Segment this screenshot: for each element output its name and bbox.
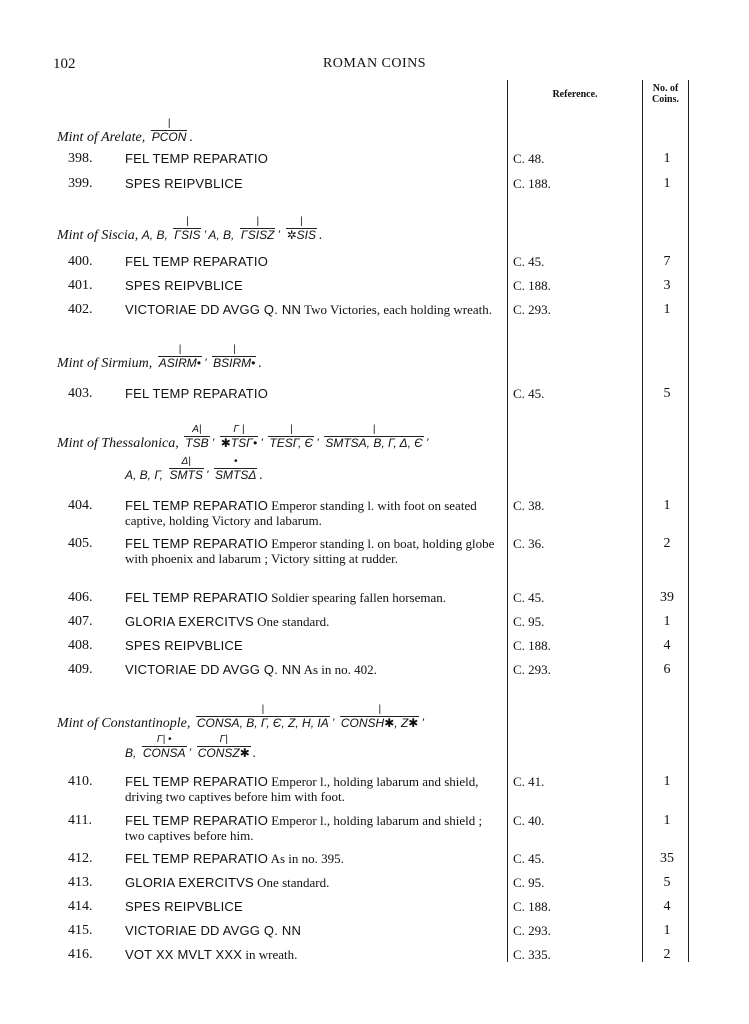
- entry-number: 406.: [68, 590, 93, 605]
- entry-description: VICTORIAE DD AVGG Q. NN As in no. 402.: [125, 662, 377, 677]
- entry-reference: C. 335.: [513, 947, 551, 962]
- entry-number: 413.: [68, 875, 93, 890]
- entry-number: 405.: [68, 536, 93, 551]
- running-title: ROMAN COINS: [322, 56, 427, 71]
- entry-reference: C. 188.: [513, 899, 551, 914]
- entry-reference: C. 41.: [513, 774, 545, 789]
- entry-number: 416.: [68, 947, 93, 962]
- entry-coin-count: 3: [663, 278, 671, 293]
- mint-mark: $\frac{\Delta|}{\text{SMTS}}$: [169, 456, 203, 482]
- entry-reference: C. 45.: [513, 386, 545, 401]
- entry-coin-count: 39: [660, 590, 674, 605]
- entry-description: FEL TEMP REPARATIO: [125, 151, 269, 166]
- mint-label: Mint of Siscia,: [57, 228, 139, 243]
- coins-column-header-line2: Coins.: [652, 94, 679, 105]
- mint-mark: $\frac{|}{\text{ΓSISZ}}$: [240, 216, 275, 242]
- entry-number: 408.: [68, 638, 93, 653]
- entry-coin-count: 6: [663, 662, 671, 677]
- entry-coin-count: 35: [660, 851, 674, 866]
- entry-reference: C. 48.: [513, 151, 545, 166]
- entry-coin-count: 1: [663, 176, 671, 191]
- entry-reference: C. 293.: [513, 662, 551, 677]
- entry-coin-count: 5: [663, 875, 671, 890]
- entry-description: VICTORIAE DD AVGG Q. NN Two Victories, each holding wreath.: [125, 302, 493, 317]
- mint-heading-thessalonica: Mint of Thessalonica, $\frac{A|}{\text{TSB}}$ ’ $\frac{\Gamma |}{\text{✱TSΓ•}}$ ’ $\frac{|}{\text{TESΓ, Є}}$ ’ $\frac{|}{\text{SMTSA, B, Γ, Δ, Є}}$ ’: [57, 424, 429, 451]
- entry-description: SPES REIPVBLICE: [125, 899, 243, 914]
- entry-coin-count: 4: [663, 638, 671, 653]
- entry-number: 401.: [68, 278, 93, 293]
- entry-coin-count: 1: [663, 774, 671, 789]
- mint-mark: $\frac{|}{\text{SMTSA, B, Γ, Δ, Є}}$: [325, 424, 423, 450]
- entry-number: 415.: [68, 923, 93, 938]
- mint-heading-arelate: Mint of Arelate, $\frac{|}{\text{PCON}}$ .: [57, 118, 193, 145]
- entry-coin-count: 1: [663, 923, 671, 938]
- entry-description: FEL TEMP REPARATIO Emperor standing l. on boat, holding globe with phoenix and labarum ; Victory sitting at rudder.: [125, 536, 495, 566]
- mint-label: Mint of Constantinople,: [57, 716, 191, 731]
- entry-reference: C. 45.: [513, 851, 545, 866]
- entry-reference: C. 188.: [513, 176, 551, 191]
- mint-mark: $\frac{\Gamma| •}{\text{CONSA}}$: [142, 734, 186, 760]
- entry-number: 410.: [68, 774, 93, 789]
- mint-label: Mint of Thessalonica,: [57, 436, 179, 451]
- mint-mark: $\frac{|}{\text{BSIRM•}}$: [213, 344, 256, 370]
- entry-reference: C. 293.: [513, 302, 551, 317]
- entry-reference: C. 40.: [513, 813, 545, 828]
- entry-reference: C. 293.: [513, 923, 551, 938]
- entry-description: VICTORIAE DD AVGG Q. NN: [125, 923, 302, 938]
- entry-reference: C. 188.: [513, 638, 551, 653]
- entry-coin-count: 2: [663, 947, 671, 962]
- entry-coin-count: 7: [663, 254, 671, 269]
- entry-number: 398.: [68, 151, 93, 166]
- mint-mark: $\frac{•}{\text{SMTSΔ}}$: [215, 456, 257, 482]
- entry-number: 404.: [68, 498, 93, 513]
- page-number: 102: [53, 56, 76, 72]
- mint-heading-constantinople-line2: B, $\frac{\Gamma| •}{\text{CONSA}}$ ’ $\frac{\Gamma|}{\text{CONSZ✱}}$ .: [125, 734, 257, 761]
- mint-heading-sirmium: Mint of Sirmium, $\frac{|}{\text{ASIRM•}}$ ’ $\frac{|}{\text{BSIRM•}}$ .: [57, 344, 262, 371]
- reference-column-header: Reference.: [552, 89, 598, 100]
- entry-reference: C. 95.: [513, 614, 545, 629]
- entry-coin-count: 1: [663, 813, 671, 828]
- entry-reference: C. 45.: [513, 590, 545, 605]
- mint-heading-constantinople: Mint of Constantinople, $\frac{|}{\text{CONSA, B, Γ, Є, Z, H, IA}}$ ’ $\frac{|}{\text{CONSH✱, Z✱}}$ ’: [57, 704, 425, 731]
- entry-reference: C. 38.: [513, 498, 545, 513]
- column-rule-coins-left: [642, 80, 643, 962]
- entry-coin-count: 1: [663, 614, 671, 629]
- mint-mark: $\frac{|}{\text{TESΓ, Є}}$: [269, 424, 314, 450]
- entry-number: 411.: [68, 813, 92, 828]
- entry-number: 399.: [68, 176, 93, 191]
- entry-coin-count: 1: [663, 498, 671, 513]
- mint-mark: $\frac{|}{\text{ASIRM•}}$: [158, 344, 201, 370]
- mint-mark: $\frac{A|}{\text{TSB}}$: [185, 424, 209, 450]
- entry-description: FEL TEMP REPARATIO Emperor l., holding labarum and shield, driving two captives before him with foot.: [125, 774, 479, 804]
- entry-number: 407.: [68, 614, 93, 629]
- mint-label: Mint of Arelate,: [57, 130, 146, 145]
- entry-description: FEL TEMP REPARATIO As in no. 395.: [125, 851, 344, 866]
- entry-description: FEL TEMP REPARATIO: [125, 386, 269, 401]
- entry-reference: C. 45.: [513, 254, 545, 269]
- mint-mark: $\frac{\Gamma|}{\text{CONSZ✱}}$: [197, 734, 250, 760]
- entry-coin-count: 4: [663, 899, 671, 914]
- entry-description: SPES REIPVBLICE: [125, 638, 243, 653]
- entry-description: SPES REIPVBLICE: [125, 278, 243, 293]
- entry-reference: C. 36.: [513, 536, 545, 551]
- mint-heading-siscia: Mint of Siscia, A, B, $\frac{|}{\text{ΓSIS}}$ ’ A, B, $\frac{|}{\text{ΓSISZ}}$ ’ $\frac{|}{\text{✲SIS}}$ .: [57, 216, 323, 243]
- entry-coin-count: 2: [663, 536, 671, 551]
- mint-mark: $\frac{\Gamma |}{\text{✱TSΓ•}}$: [220, 424, 258, 450]
- entry-description: FEL TEMP REPARATIO Emperor l., holding labarum and shield ; two captives before him.: [125, 813, 483, 843]
- mint-label: Mint of Sirmium,: [57, 356, 153, 371]
- mint-mark: $\frac{|}{\text{✲SIS}}$: [286, 216, 316, 242]
- entry-description: GLORIA EXERCITVS One standard.: [125, 614, 330, 629]
- mint-mark: $\frac{|}{\text{CONSA, B, Γ, Є, Z, H, IA}}$: [196, 704, 329, 730]
- entry-coin-count: 5: [663, 386, 671, 401]
- mint-heading-thessalonica-line2: A, B, Γ, $\frac{\Delta|}{\text{SMTS}}$ ’ $\frac{•}{\text{SMTSΔ}}$ .: [125, 456, 263, 483]
- entry-description: FEL TEMP REPARATIO Soldier spearing fallen horseman.: [125, 590, 447, 605]
- entry-description: FEL TEMP REPARATIO: [125, 254, 269, 269]
- entry-number: 409.: [68, 662, 93, 677]
- entry-number: 400.: [68, 254, 93, 269]
- column-rule-reference-left: [507, 80, 508, 962]
- entry-number: 414.: [68, 899, 93, 914]
- entry-number: 412.: [68, 851, 93, 866]
- mint-mark: $\frac{|}{\text{ΓSIS}}$: [174, 216, 201, 242]
- entry-description: SPES REIPVBLICE: [125, 176, 243, 191]
- mint-mark: $\frac{|}{\text{CONSH✱, Z✱}}$: [340, 704, 419, 730]
- coins-column-header-line1: No. of: [652, 83, 679, 94]
- entry-number: 402.: [68, 302, 93, 317]
- column-rule-coins-right: [688, 80, 689, 962]
- entry-reference: C. 95.: [513, 875, 545, 890]
- entry-description: VOT XX MVLT XXX in wreath.: [125, 947, 298, 962]
- entry-description: GLORIA EXERCITVS One standard.: [125, 875, 330, 890]
- entry-reference: C. 188.: [513, 278, 551, 293]
- mint-mark: $\frac{|}{\text{PCON}}$: [151, 118, 187, 144]
- entry-description: FEL TEMP REPARATIO Emperor standing l. with foot on seated captive, holding Victory and labarum.: [125, 498, 477, 528]
- entry-number: 403.: [68, 386, 93, 401]
- entry-coin-count: 1: [663, 151, 671, 166]
- entry-coin-count: 1: [663, 302, 671, 317]
